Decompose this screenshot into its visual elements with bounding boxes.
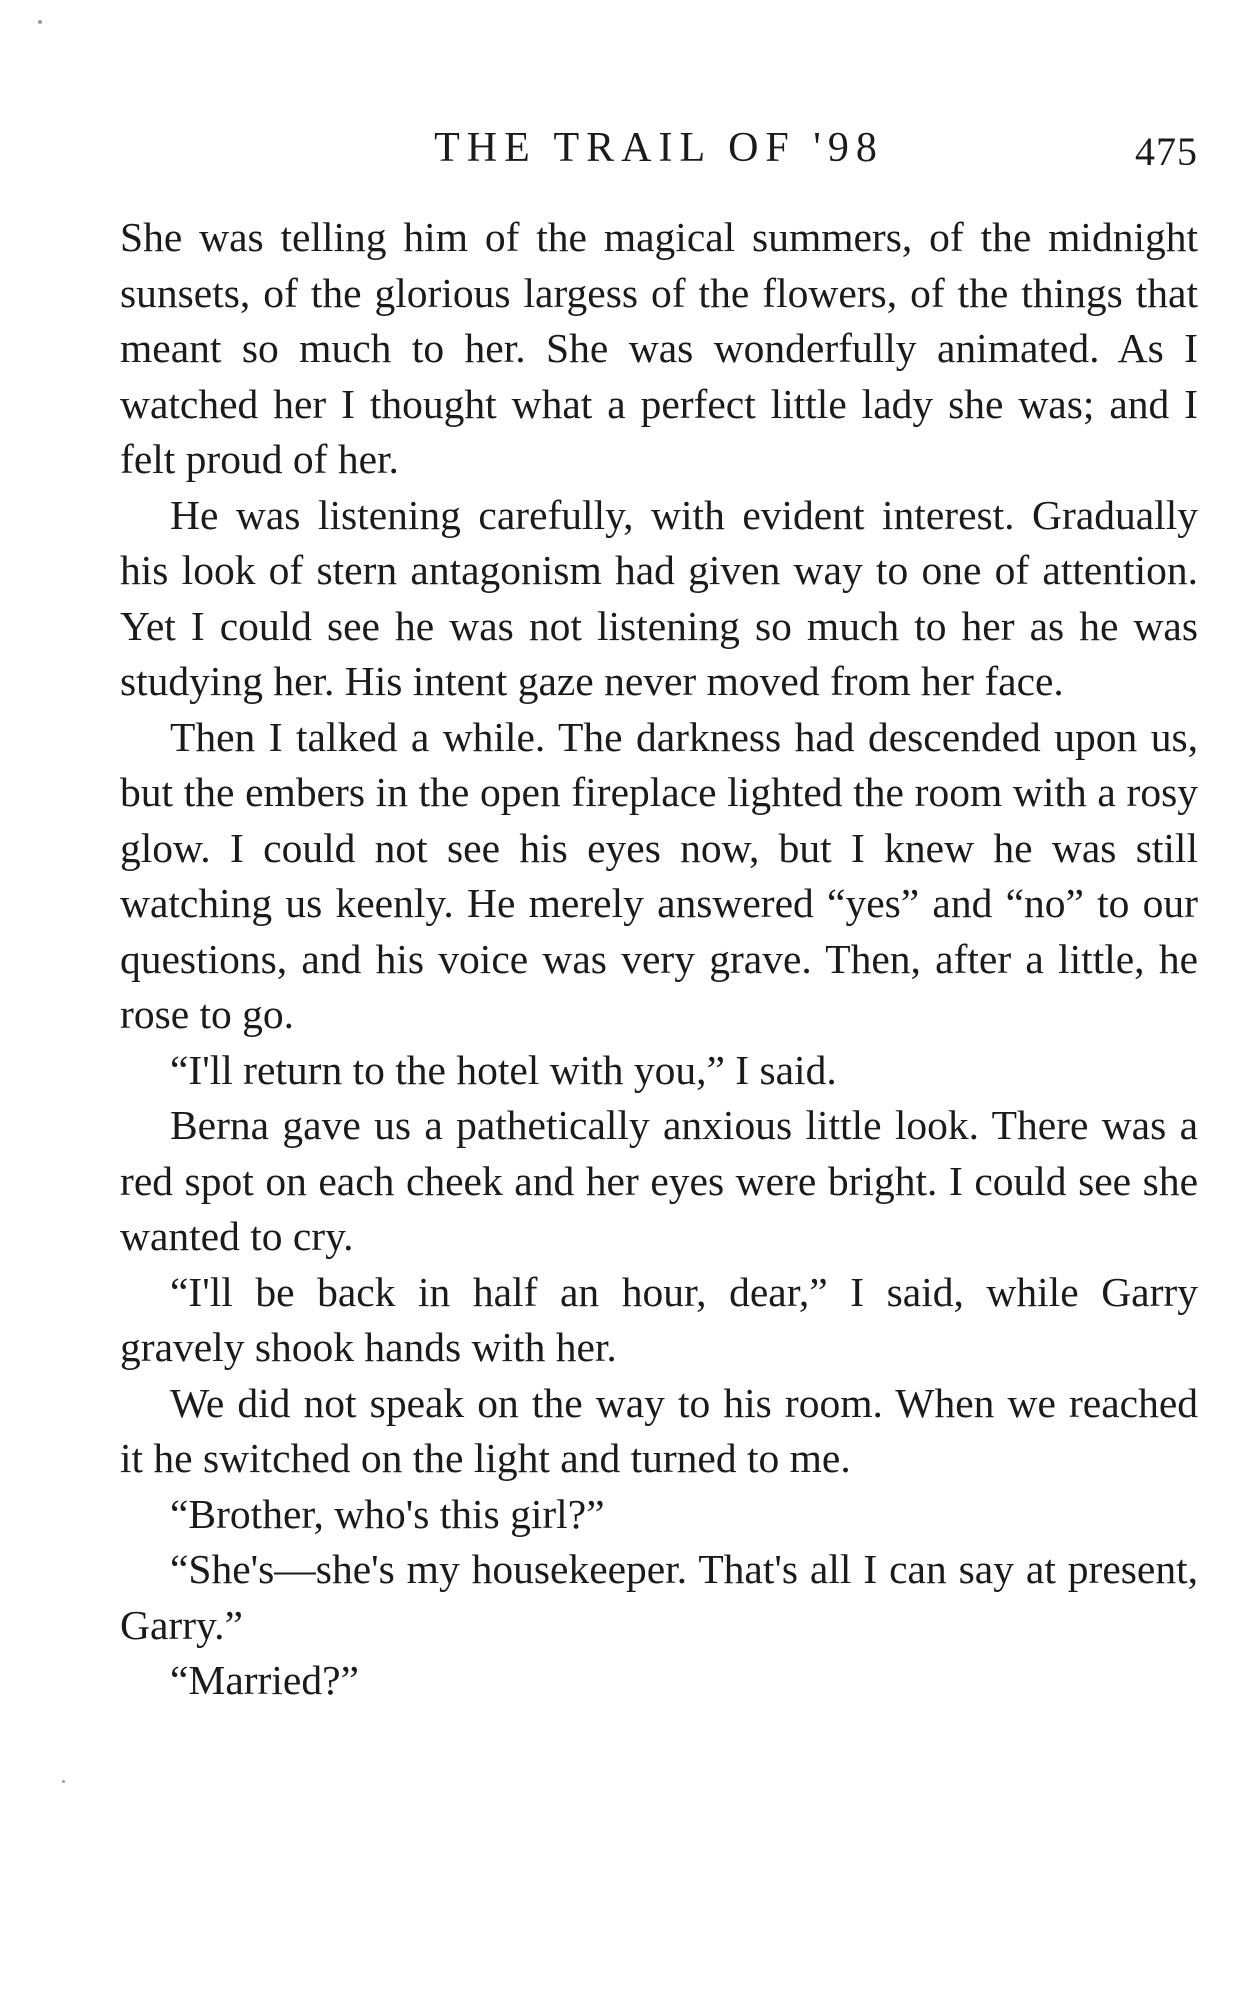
paragraph: He was listening carefully, with evident interest. Gradually his look of stern antagonism had given way to one of attention. Yet I could see he was not listening so much to her as he was studying her. His intent gaze never moved from her face. <box>120 491 1198 704</box>
paragraph: “She's—she's my housekeeper. That's all I can say at present, Garry.” <box>120 1546 1198 1648</box>
speck-mark <box>38 20 42 24</box>
page-number: 475 <box>1135 129 1198 174</box>
paragraph: “I'll return to the hotel with you,” I said. <box>170 1046 837 1093</box>
paragraph: “Brother, who's this girl?” <box>170 1490 605 1537</box>
paragraph: She was telling him of the magical summers, of the midnight sunsets, of the glorious largess of the flowers, of the things that meant so much to her. She was wonderfully animated. As I watched her I thought what a perfect little lady she was; and I felt proud of her. <box>120 214 1198 482</box>
paragraph: “I'll be back in half an hour, dear,” I said, while Garry gravely shook hands with her. <box>120 1268 1198 1370</box>
paragraph: Berna gave us a pathetically anxious little look. There was a red spot on each cheek and her eyes were bright. I could see she wanted to cry. <box>120 1102 1198 1259</box>
running-head <box>120 118 1198 178</box>
paragraph: We did not speak on the way to his room. When we reached it he switched on the light and turned to me. <box>120 1379 1198 1481</box>
running-title: THE TRAIL OF '98 <box>434 125 884 171</box>
body-text <box>120 210 1198 1709</box>
speck-mark <box>62 1780 65 1783</box>
paragraph: “Married?” <box>170 1657 359 1703</box>
paragraph: Then I talked a while. The darkness had descended upon us, but the embers in the open fireplace lighted the room with a rosy glow. I could not see his eyes now, but I knew he was still watching us keenly. He merely answered “yes” and “no” to our questions, and his voice was very grave. Then, after a little, he rose to go. <box>120 713 1198 1037</box>
